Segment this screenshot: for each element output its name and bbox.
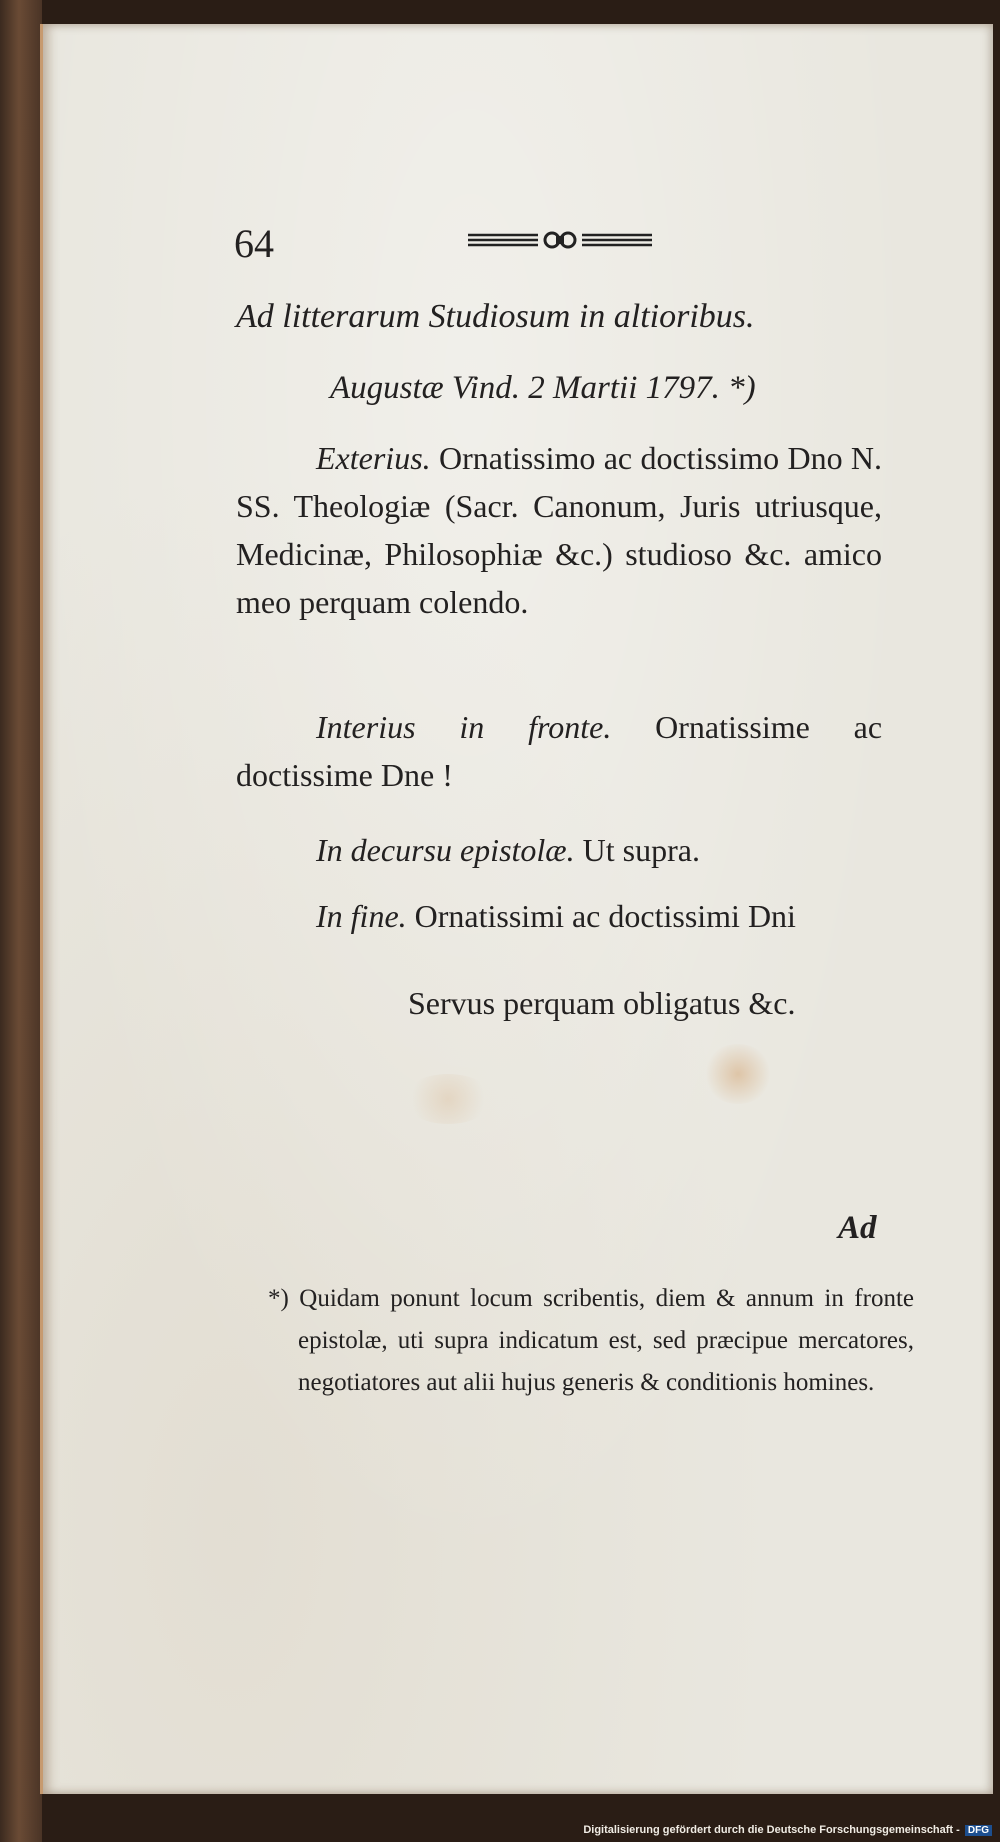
paragraph-label: In decursu epistolæ. — [316, 832, 575, 868]
credit-text: Digitalisierung gefördert durch die Deutsche Forschungsgemeinschaft - — [583, 1824, 960, 1836]
footnote — [268, 1278, 914, 1404]
catchword: Ad — [838, 1210, 877, 1246]
footnote-text: Quidam ponunt locum scribentis, diem & annum in fronte epistolæ, uti supra indicatum est, sed præcipue mercatores, negotiatores aut alii hujus generis & conditionis homines. — [298, 1285, 915, 1396]
footnote-marker: *) — [268, 1285, 289, 1312]
book-spine — [0, 0, 42, 1842]
paragraph-exterius — [236, 434, 882, 626]
paragraph-text: Ut supra. — [582, 832, 700, 868]
paper-stain — [703, 1044, 773, 1104]
paragraph-label: In fine. — [316, 898, 407, 934]
paragraph-label: Exterius. — [316, 440, 431, 476]
dfg-logo: DFG — [965, 1825, 992, 1836]
dateline: Augustæ Vind. 2 Martii 1797. *) — [330, 370, 756, 406]
paragraph-fine — [236, 892, 882, 940]
paragraph-text: Ornatissimo ac doctissimo Dno N. SS. Theologiæ (Sacr. Canonum, Juris utriusque, Medicinæ, Philosophiæ &c.) studioso &c. amico meo perquam colendo. — [236, 440, 883, 620]
signature-line: Servus perquam obligatus &c. — [408, 985, 796, 1021]
page-number: 64 — [234, 221, 274, 266]
paragraph-text: Ornatissime ac doctissime Dne ! — [236, 709, 883, 793]
paragraph-decursu — [236, 826, 882, 874]
ornament-divider-icon — [468, 224, 652, 254]
paper-stain — [403, 1074, 493, 1124]
address-heading: Ad litterarum Studiosum in altioribus. — [236, 298, 755, 335]
paragraph-label: Interius in fronte. — [316, 709, 612, 745]
digitization-credit — [583, 1824, 992, 1836]
paragraph-text: Ornatissimi ac doctissimi Dni — [414, 898, 796, 934]
paragraph-interius — [236, 703, 882, 799]
